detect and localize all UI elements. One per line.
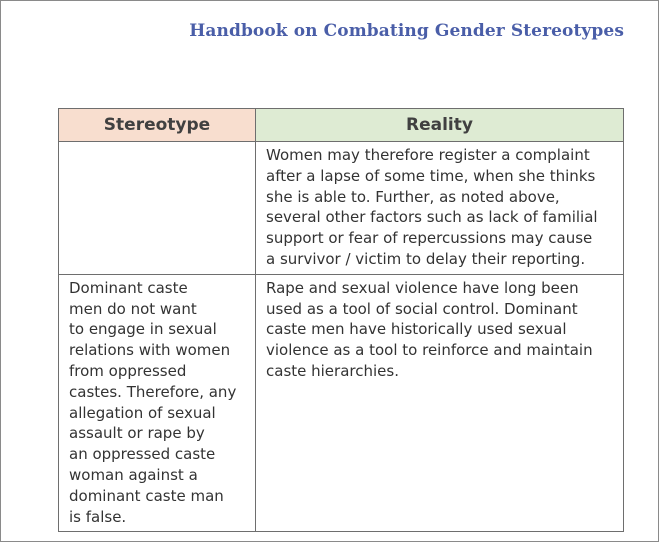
stereotype-cell: Dominant caste men do not want to engage in sexual relations with women from oppressed castes. Therefore, any allegation of sexual assault or rape by an oppressed caste woman against a dominant caste man is false. — [59, 274, 256, 532]
document-title: Handbook on Combating Gender Stereotypes — [189, 21, 624, 41]
reality-cell: Women may therefore register a complaint after a lapse of some time, when she thinks she is able to. Further, as noted above, several other factors such as lack of familial support or fear of repercussions may cause a survivor / victim to delay their reporting. — [256, 142, 624, 275]
column-header-reality: Reality — [256, 109, 624, 142]
column-header-stereotype: Stereotype — [59, 109, 256, 142]
stereotype-cell — [59, 142, 256, 275]
stereotype-reality-table — [58, 108, 624, 532]
table-row — [59, 142, 624, 275]
table-row — [59, 274, 624, 532]
reality-cell: Rape and sexual violence have long been used as a tool of social control. Dominant caste men have historically used sexual violence as a tool to reinforce and maintain caste hierarchies. — [256, 274, 624, 532]
table-header-row — [59, 109, 624, 142]
